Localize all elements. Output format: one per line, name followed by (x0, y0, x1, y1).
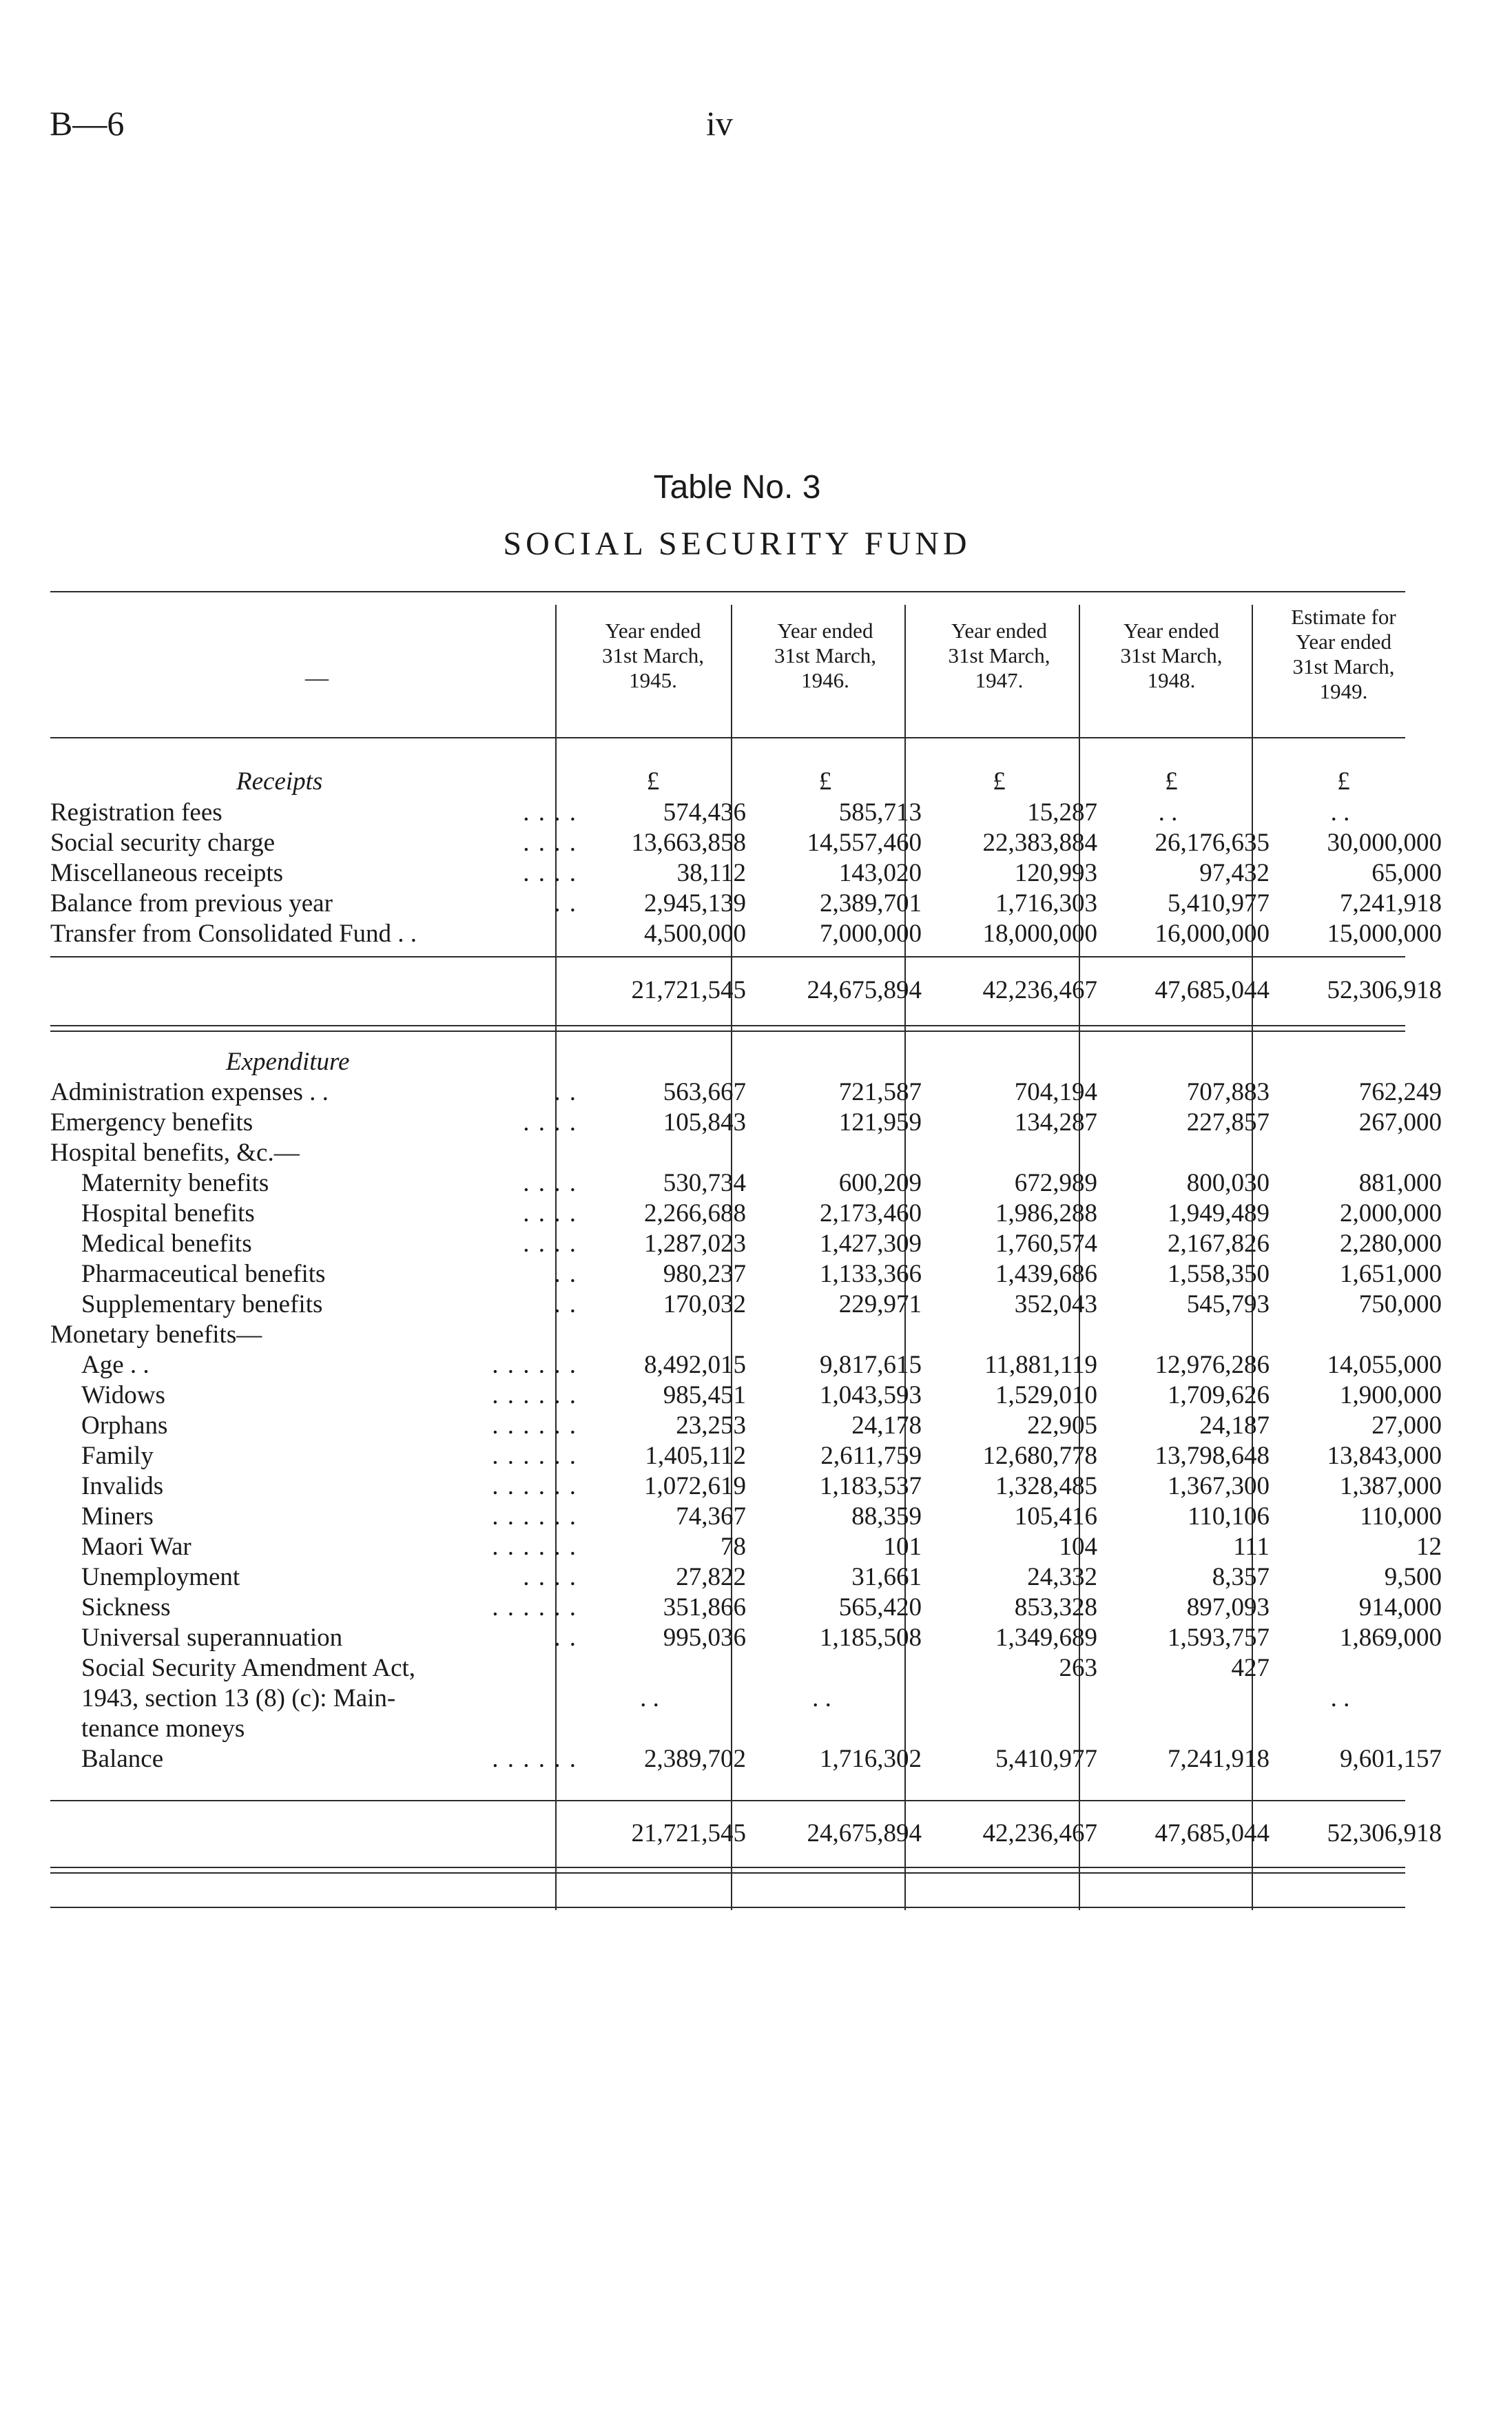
expenditure-total-value: 42,236,467 (982, 1819, 1097, 1847)
row-value: 2,280,000 (1340, 1230, 1442, 1258)
row-label: Miners (81, 1502, 154, 1531)
row-value: 1,328,485 (995, 1472, 1097, 1500)
row-value: 1,986,288 (995, 1199, 1097, 1228)
row-value: 1,405,112 (645, 1442, 746, 1470)
row-value: 12,680,778 (982, 1442, 1097, 1470)
row-label: Maternity benefits (81, 1169, 269, 1197)
row-value: 24,187 (1199, 1411, 1270, 1440)
row-value: 351,866 (663, 1593, 746, 1622)
row-value: 14,557,460 (807, 829, 922, 857)
leader-dots: . . (554, 1290, 577, 1318)
row-value: 13,843,000 (1327, 1442, 1442, 1470)
leader-dots: . . . . . . (492, 1745, 577, 1773)
row-label: Medical benefits (81, 1230, 252, 1258)
row-value: 1,072,619 (644, 1472, 746, 1500)
leader-dots: . . . . (523, 1108, 577, 1137)
expenditure-heading: Expenditure (226, 1048, 350, 1076)
row-value: 1,716,302 (820, 1745, 922, 1773)
row-value: 30,000,000 (1327, 829, 1442, 857)
row-value: 27,822 (676, 1563, 746, 1591)
row-value: 750,000 (1358, 1290, 1442, 1318)
leader-dots: . . . . (523, 829, 577, 857)
leader-dots: . . . . . . (492, 1442, 577, 1470)
row-value: 31,661 (851, 1563, 922, 1591)
row-value: 2,173,460 (820, 1199, 922, 1228)
row-value: 914,000 (1358, 1593, 1442, 1622)
expenditure-row (50, 1411, 1442, 1441)
row-label: Age . . (81, 1351, 149, 1379)
expenditure-row (50, 1108, 1442, 1138)
receipts-double-rule-2 (50, 1031, 1405, 1032)
expenditure-row (50, 1350, 1442, 1380)
row-value: 1,709,626 (1168, 1381, 1270, 1409)
row-value: . . (1330, 798, 1350, 827)
expenditure-row (50, 1320, 1405, 1350)
expenditure-row (50, 1199, 1442, 1229)
row-value: 18,000,000 (982, 920, 1097, 948)
row-value: 707,883 (1186, 1078, 1270, 1106)
leader-dots: . . . . (523, 798, 577, 827)
row-value: 22,905 (1027, 1411, 1097, 1440)
row-value: 1,439,686 (995, 1260, 1097, 1288)
row-value: 263 (1059, 1654, 1097, 1682)
row-value: 985,451 (663, 1381, 746, 1409)
row-value: 111 (1233, 1533, 1270, 1561)
row-value: 121,959 (838, 1108, 922, 1137)
leader-dots: . . . . . . (492, 1351, 577, 1379)
row-value: 267,000 (1358, 1108, 1442, 1137)
row-value: 980,237 (663, 1260, 746, 1288)
row-value: 9,500 (1384, 1563, 1442, 1591)
row-value: 1,593,757 (1168, 1624, 1270, 1652)
receipt-row (50, 858, 1442, 889)
row-value: 22,383,884 (982, 829, 1097, 857)
row-label: Hospital benefits (81, 1199, 255, 1228)
expenditure-row (50, 1562, 1442, 1593)
receipts-total-value: 47,685,044 (1154, 976, 1270, 1004)
expenditure-row (50, 1168, 1442, 1199)
expenditure-total-value: 52,306,918 (1327, 1819, 1442, 1847)
row-value: 13,663,858 (631, 829, 746, 857)
row-value: 762,249 (1358, 1078, 1442, 1106)
row-value: . . (812, 1684, 831, 1712)
row-value: 15,000,000 (1327, 920, 1442, 948)
row-label: Orphans (81, 1411, 168, 1440)
row-value: 120,993 (1014, 859, 1097, 887)
column-header-line: Year ended (777, 619, 873, 643)
expenditure-double-rule-1 (50, 1867, 1405, 1868)
row-value: 5,410,977 (995, 1745, 1097, 1773)
row-value: 2,266,688 (644, 1199, 746, 1228)
column-header-line: 1947. (975, 668, 1024, 692)
table-top-rule (50, 591, 1405, 592)
column-header-line: Year ended (605, 619, 701, 643)
column-header-line: Estimate for (1291, 605, 1396, 629)
row-value: 14,055,000 (1327, 1351, 1442, 1379)
row-value: 563,667 (663, 1078, 746, 1106)
row-value: 110,106 (1188, 1502, 1270, 1531)
row-value: . . (640, 1684, 659, 1712)
column-header-line: 31st March, (948, 643, 1050, 667)
row-value: 800,030 (1186, 1169, 1270, 1197)
row-value: 1,185,508 (820, 1624, 922, 1652)
row-value: 7,241,918 (1168, 1745, 1270, 1773)
row-value: 352,043 (1014, 1290, 1097, 1318)
receipts-total-rule (50, 956, 1405, 957)
row-value: 24,332 (1027, 1563, 1097, 1591)
row-value: 585,713 (838, 798, 922, 827)
row-value: 2,389,701 (820, 889, 922, 918)
row-value: 78 (721, 1533, 746, 1561)
currency-symbol: £ (1337, 767, 1350, 796)
column-header-line: 31st March, (601, 643, 705, 667)
row-value: 227,857 (1186, 1108, 1270, 1137)
row-value: 2,000,000 (1340, 1199, 1442, 1228)
row-value: 995,036 (663, 1624, 746, 1652)
row-label: tenance moneys (81, 1715, 245, 1743)
expenditure-row (50, 1532, 1442, 1562)
row-value: 1,043,593 (820, 1381, 922, 1409)
leader-dots: . . . . . . (492, 1533, 577, 1561)
expenditure-row (50, 1471, 1442, 1502)
row-value: 1,716,303 (995, 889, 1097, 918)
row-label: Emergency benefits (50, 1108, 253, 1137)
row-value: 88,359 (851, 1502, 922, 1531)
row-value: 12 (1416, 1533, 1442, 1561)
expenditure-row (50, 1290, 1442, 1320)
expenditure-row (50, 1380, 1442, 1411)
row-value: 38,112 (676, 859, 746, 887)
row-value: 1,349,689 (995, 1624, 1097, 1652)
row-value: 105,416 (1014, 1502, 1097, 1531)
expenditure-row (50, 1744, 1442, 1774)
row-label: Invalids (81, 1472, 164, 1500)
row-value: 2,945,139 (644, 889, 746, 918)
leader-dots: . . (554, 1624, 577, 1652)
row-label: Supplementary benefits (81, 1290, 323, 1318)
label-column-dash: — (305, 665, 329, 691)
row-label: Administration expenses . . (50, 1078, 329, 1106)
row-value: 574,436 (663, 798, 746, 827)
page-number: iv (706, 104, 733, 143)
leader-dots: . . . . . . (492, 1381, 577, 1409)
row-value: 1,387,000 (1340, 1472, 1442, 1500)
expenditure-total-rule (50, 1800, 1405, 1801)
row-value: 101 (883, 1533, 922, 1561)
row-label: Hospital benefits, &c.— (50, 1139, 300, 1167)
column-header-line: Year ended (951, 619, 1047, 643)
row-value: 565,420 (838, 1593, 922, 1622)
row-value: 65,000 (1371, 859, 1442, 887)
row-label: Registration fees (50, 798, 222, 827)
leader-dots: . . (554, 1260, 577, 1288)
receipts-total-row (50, 975, 1442, 1006)
column-header (1239, 605, 1449, 704)
row-label: Maori War (81, 1533, 191, 1561)
row-value: 5,410,977 (1168, 889, 1270, 918)
row-value: 530,734 (663, 1169, 746, 1197)
column-header-line: 31st March, (1292, 654, 1395, 679)
row-value: 1,427,309 (820, 1230, 922, 1258)
receipt-row (50, 889, 1442, 919)
row-label: Widows (81, 1381, 165, 1409)
row-value: 11,881,119 (984, 1351, 1097, 1379)
currency-symbol: £ (993, 767, 1006, 796)
row-value: 545,793 (1186, 1290, 1270, 1318)
expenditure-row (50, 1502, 1442, 1532)
expenditure-total-row (50, 1819, 1442, 1849)
row-value: 9,817,615 (820, 1351, 922, 1379)
receipts-heading: Receipts (236, 767, 323, 796)
row-label: Monetary benefits— (50, 1321, 262, 1349)
row-value: 1,287,023 (644, 1230, 746, 1258)
row-value: . . (1330, 1684, 1350, 1712)
leader-dots: . . . . . . (492, 1472, 577, 1500)
row-value: 1,133,366 (820, 1260, 922, 1288)
row-value: 897,093 (1186, 1593, 1270, 1622)
row-label: Universal superannuation (81, 1624, 343, 1652)
leader-dots: . . . . . . (492, 1411, 577, 1440)
column-header-line: Year ended (1296, 630, 1391, 654)
row-value: 74,367 (676, 1502, 746, 1531)
currency-symbol: £ (818, 767, 832, 796)
row-label: Social security charge (50, 829, 276, 857)
header-bottom-rule (50, 737, 1405, 738)
row-value: 1,900,000 (1340, 1381, 1442, 1409)
expenditure-row (50, 1593, 1442, 1623)
expenditure-total-value: 47,685,044 (1154, 1819, 1270, 1847)
row-value: 4,500,000 (644, 920, 746, 948)
receipts-total-value: 24,675,894 (807, 976, 922, 1004)
row-value: 104 (1059, 1533, 1097, 1561)
row-label: Pharmaceutical benefits (81, 1260, 326, 1288)
row-value: . . (1158, 798, 1178, 827)
row-value: 853,328 (1014, 1593, 1097, 1622)
table-subtitle: SOCIAL SECURITY FUND (503, 526, 971, 562)
row-value: 1,949,489 (1168, 1199, 1270, 1228)
row-label: Balance from previous year (50, 889, 333, 918)
row-value: 105,843 (663, 1108, 746, 1137)
row-value: 672,989 (1014, 1169, 1097, 1197)
receipt-row (50, 919, 1442, 949)
row-value: 12,976,286 (1154, 1351, 1270, 1379)
column-header-line: 1948. (1147, 668, 1196, 692)
expenditure-row (50, 1441, 1442, 1471)
leader-dots: . . . . . . (492, 1502, 577, 1531)
row-value: 15,287 (1027, 798, 1097, 827)
expenditure-row (50, 1684, 1405, 1714)
table-bottom-rule (50, 1907, 1405, 1908)
leader-dots: . . . . (523, 859, 577, 887)
table-title: Table No. 3 (653, 469, 821, 506)
row-value: 1,183,537 (820, 1472, 922, 1500)
row-value: 97,432 (1199, 859, 1270, 887)
expenditure-row (50, 1138, 1405, 1168)
row-value: 8,357 (1212, 1563, 1270, 1591)
row-value: 24,178 (851, 1411, 922, 1440)
currency-symbol: £ (646, 767, 660, 796)
expenditure-total-value: 24,675,894 (807, 1819, 922, 1847)
column-header-line: 1945. (629, 668, 677, 692)
row-label: Balance (81, 1745, 164, 1773)
leader-dots: . . (554, 889, 577, 918)
row-value: 9,601,157 (1340, 1745, 1442, 1773)
row-value: 2,611,759 (820, 1442, 922, 1470)
expenditure-row (50, 1623, 1442, 1653)
expenditure-row (50, 1077, 1442, 1108)
row-value: 2,167,826 (1168, 1230, 1270, 1258)
receipts-total-value: 21,721,545 (631, 976, 746, 1004)
row-value: 704,194 (1014, 1078, 1097, 1106)
expenditure-row (50, 1714, 1405, 1744)
row-label: Social Security Amendment Act, (81, 1654, 416, 1682)
row-value: 27,000 (1371, 1411, 1442, 1440)
leader-dots: . . . . (523, 1230, 577, 1258)
leader-dots: . . . . (523, 1199, 577, 1228)
leader-dots: . . . . . . (492, 1593, 577, 1622)
row-value: 23,253 (676, 1411, 746, 1440)
row-value: 1,558,350 (1168, 1260, 1270, 1288)
row-value: 13,798,648 (1154, 1442, 1270, 1470)
row-label: Transfer from Consolidated Fund . . (50, 920, 417, 948)
row-label: Miscellaneous receipts (50, 859, 284, 887)
expenditure-row (50, 1259, 1442, 1290)
row-value: 7,000,000 (820, 920, 922, 948)
row-value: 143,020 (838, 859, 922, 887)
receipt-row (50, 798, 1405, 828)
receipts-total-value: 42,236,467 (982, 976, 1097, 1004)
row-value: 134,287 (1014, 1108, 1097, 1137)
row-value: 1,869,000 (1340, 1624, 1442, 1652)
page-ref: B—6 (50, 104, 125, 143)
row-value: 1,529,010 (995, 1381, 1097, 1409)
column-header-line: 31st March, (774, 643, 877, 667)
row-value: 170,032 (663, 1290, 746, 1318)
leader-dots: . . . . (523, 1169, 577, 1197)
row-value: 427 (1231, 1654, 1270, 1682)
column-header-line: 1946. (801, 668, 849, 692)
expenditure-total-value: 21,721,545 (631, 1819, 746, 1847)
row-value: 600,209 (838, 1169, 922, 1197)
row-value: 16,000,000 (1154, 920, 1270, 948)
row-value: 1,651,000 (1340, 1260, 1442, 1288)
row-value: 7,241,918 (1340, 889, 1442, 918)
row-value: 26,176,635 (1154, 829, 1270, 857)
receipts-total-value: 52,306,918 (1327, 976, 1442, 1004)
row-value: 1,367,300 (1168, 1472, 1270, 1500)
row-label: Sickness (81, 1593, 171, 1622)
row-value: 229,971 (838, 1290, 922, 1318)
row-label: Family (81, 1442, 154, 1470)
row-value: 881,000 (1358, 1169, 1442, 1197)
row-value: 8,492,015 (644, 1351, 746, 1379)
column-header-line: 31st March, (1120, 643, 1223, 667)
column-header-line: Year ended (1123, 619, 1219, 643)
leader-dots: . . (554, 1078, 577, 1106)
row-label: 1943, section 13 (8) (c): Main- (81, 1684, 396, 1712)
receipts-double-rule-1 (50, 1025, 1405, 1026)
expenditure-row (50, 1229, 1442, 1259)
leader-dots: . . . . (523, 1563, 577, 1591)
row-label: Unemployment (81, 1563, 240, 1591)
expenditure-double-rule-2 (50, 1872, 1405, 1874)
row-value: 2,389,702 (644, 1745, 746, 1773)
row-value: 1,760,574 (995, 1230, 1097, 1258)
receipt-row (50, 828, 1442, 858)
row-value: 110,000 (1360, 1502, 1442, 1531)
expenditure-row (50, 1653, 1405, 1684)
row-value: 721,587 (838, 1078, 922, 1106)
column-header-line: 1949. (1319, 679, 1368, 703)
currency-symbol: £ (1165, 767, 1178, 796)
